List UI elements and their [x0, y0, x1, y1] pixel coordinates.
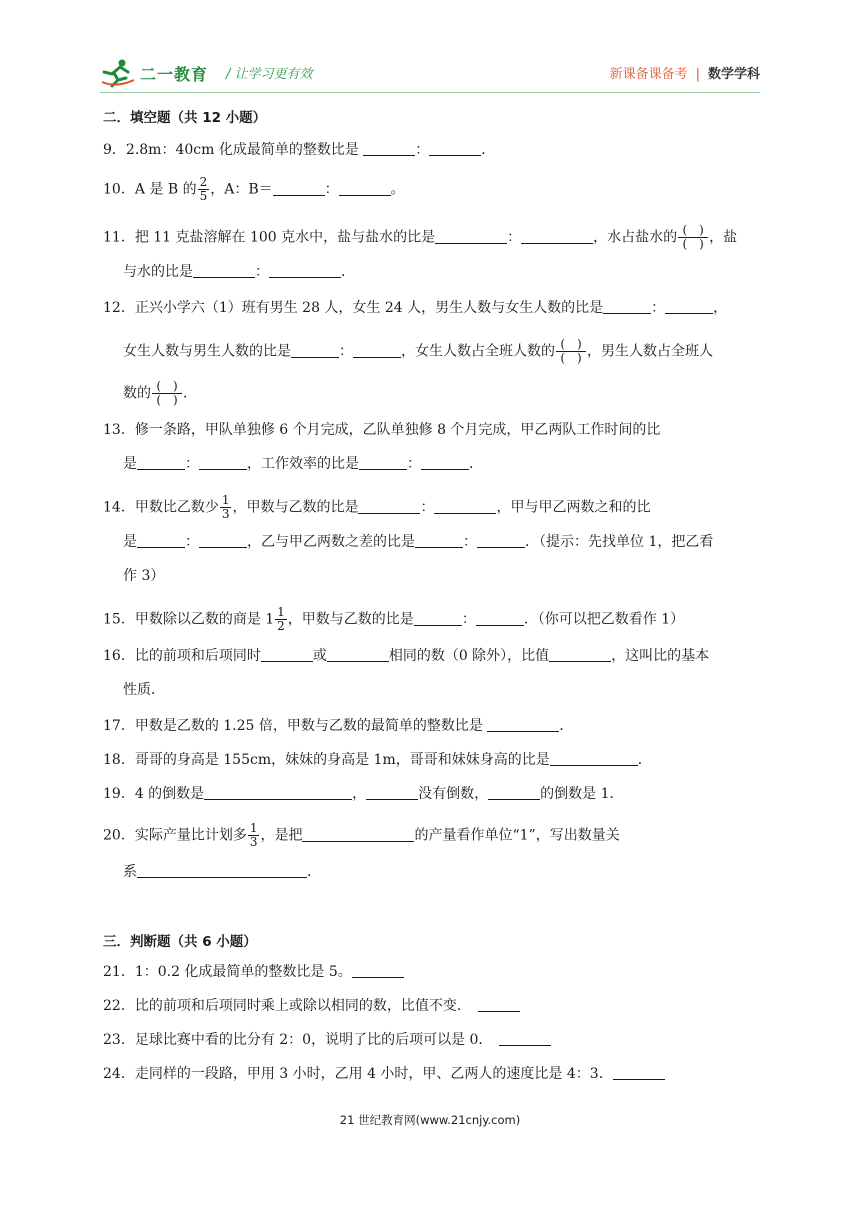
fraction-denominator: 5 [199, 189, 208, 203]
fraction-denominator: 3 [249, 835, 258, 849]
answer-blank[interactable] [199, 533, 247, 548]
question-11-line-2 [103, 262, 783, 282]
question-9 [103, 140, 763, 160]
q12-text-2: 女生人数与男生人数的比是 [123, 343, 291, 360]
q12-comma: ， [713, 300, 728, 316]
answer-blank[interactable] [435, 229, 507, 244]
header-right [610, 63, 760, 82]
question-22 [103, 996, 763, 1016]
answer-blank[interactable] [429, 141, 481, 156]
header-subject-label: 数学学科 [707, 67, 760, 82]
q17-end: ． [559, 718, 574, 734]
fraction-numerator: 1 [277, 605, 285, 619]
page-footer: 21 世纪教育网(www.21cnjy.com) [339, 1113, 521, 1127]
answer-blank[interactable] [366, 785, 418, 800]
fraction [220, 494, 232, 521]
q12-colon-2: ： [339, 343, 353, 360]
q9-colon: ： [415, 142, 430, 158]
q14-hint-end: 作 3） [123, 568, 165, 584]
q13-end: ． [469, 456, 483, 472]
q16-end: 性质． [123, 682, 165, 698]
question-15 [103, 606, 763, 633]
q14-colon-3: ： [463, 534, 477, 550]
fraction-numerator: 1 [249, 821, 258, 835]
answer-blank[interactable] [291, 343, 339, 358]
q14-text: 14．甲数比乙数少 [103, 499, 219, 516]
q19-text-2: 没有倒数， [418, 786, 489, 802]
question-19 [103, 784, 763, 804]
q11-colon-2: ： [255, 264, 269, 280]
q11-end: ． [341, 264, 355, 280]
q15-text: 15．甲数除以乙数的商是 1 [103, 611, 275, 628]
question-10 [103, 176, 763, 203]
q13-colon: ： [185, 456, 199, 472]
q15-text-2: ，甲数与乙数的比是 [287, 611, 414, 628]
answer-blank[interactable] [137, 455, 185, 470]
answer-blank[interactable] [665, 299, 713, 314]
answer-blank[interactable] [613, 1065, 665, 1080]
answer-blank[interactable] [359, 455, 407, 470]
slogan: / 让学习更有效 [226, 67, 313, 82]
section-title-fill-blank: 二．填空题（共 12 小题） [103, 110, 267, 126]
fraction-denominator: 3 [221, 507, 230, 521]
q14-colon: ： [420, 499, 435, 516]
answer-blank[interactable] [269, 263, 341, 278]
answer-blank[interactable] [499, 1031, 551, 1046]
question-18 [103, 750, 763, 770]
q13-text-2: 是 [123, 456, 137, 472]
question-12 [103, 298, 763, 318]
fraction-blank[interactable] [556, 338, 586, 365]
q10-end: 。 [390, 181, 405, 198]
q19-end: 的倒数是 1． [540, 786, 624, 802]
answer-blank[interactable] [434, 499, 496, 514]
q18-text: 18．哥哥的身高是 155cm，妹妹的身高是 1m，哥哥和妹妹身高的比是 [103, 752, 550, 768]
q14-colon-2: ： [185, 534, 199, 550]
answer-blank[interactable] [487, 717, 559, 732]
answer-blank[interactable] [302, 827, 414, 842]
answer-blank[interactable] [353, 343, 401, 358]
answer-blank[interactable] [273, 181, 325, 196]
answer-blank[interactable] [339, 181, 391, 196]
q12-text: 12．正兴小学六（1）班有男生 28 人，女生 24 人，男生人数与女生人数的比是 [103, 300, 604, 316]
answer-blank[interactable] [137, 863, 307, 878]
q20-text-3: 的产量看作单位“1”，写出数量关 [414, 827, 620, 844]
q12-colon: ： [651, 300, 666, 316]
answer-blank[interactable] [261, 647, 313, 662]
answer-blank[interactable] [415, 533, 463, 548]
question-12-line-2 [103, 338, 783, 365]
question-13-line-2 [103, 454, 783, 474]
q16-text-3: ，这叫比的基本 [611, 648, 710, 664]
q19-comma: ， [352, 786, 367, 802]
q18-end: ． [637, 752, 652, 768]
q11-colon: ： [507, 229, 522, 246]
q13-colon-2: ： [407, 456, 421, 472]
q14-text-2: ，甲数与乙数的比是 [232, 499, 359, 516]
answer-blank[interactable] [358, 499, 420, 514]
q14-hint: ．（提示：先找单位 1，把乙看 [525, 534, 714, 550]
q20-text-4: 系 [123, 864, 137, 880]
fraction-numerator: ( ) [556, 338, 586, 352]
q11-text-3: ，盐 [709, 229, 738, 246]
answer-blank[interactable] [521, 229, 593, 244]
brand-name: 二一教育 [140, 65, 209, 84]
question-14-line-2 [103, 532, 783, 552]
fraction [248, 822, 260, 849]
q13-text: 13．修一条路，甲队单独修 6 个月完成，乙队单独修 8 个月完成，甲乙两队工作时间的比 [103, 422, 661, 438]
question-20 [103, 822, 763, 849]
fraction-denominator: ( ) [682, 237, 704, 251]
q16-text-2: 相同的数（0 除外），比值 [388, 648, 550, 664]
q14-text-3: ，甲与甲乙两数之和的比 [496, 499, 651, 516]
question-16 [103, 646, 763, 666]
q12-end: ． [183, 385, 197, 402]
question-21 [103, 962, 763, 982]
fraction-denominator: ( ) [560, 351, 582, 365]
q10-text-2: ，A：B＝ [210, 181, 273, 198]
header-divider [100, 92, 760, 93]
runner-logo-icon [100, 58, 136, 92]
fraction-blank[interactable] [678, 224, 708, 251]
question-14-line-3 [103, 566, 783, 586]
q13-text-3: ，工作效率的比是 [247, 456, 359, 472]
q11-text: 11．把 11 克盐溶解在 100 克水中，盐与盐水的比是 [103, 229, 436, 246]
q10-colon: ： [324, 181, 339, 198]
q11-text-2: ，水占盐水的 [593, 229, 678, 246]
fraction-numerator: ( ) [152, 380, 182, 394]
header-separator: | [695, 67, 700, 82]
q14-text-4: 是 [123, 534, 137, 550]
fraction-blank[interactable] [152, 380, 182, 407]
q16-or: 或 [312, 648, 327, 664]
fraction-numerator: 2 [199, 175, 208, 189]
answer-blank[interactable] [550, 751, 638, 766]
question-16-line-2 [103, 680, 783, 700]
header-course-label: 新课备课备考 [609, 67, 688, 82]
answer-blank[interactable] [199, 455, 247, 470]
question-11 [103, 224, 763, 251]
q15-colon: ： [461, 611, 476, 628]
fraction [275, 606, 287, 633]
section-title-true-false: 三．判断题（共 6 小题） [103, 934, 257, 950]
answer-blank[interactable] [549, 647, 611, 662]
answer-blank[interactable] [414, 611, 462, 626]
question-12-line-3 [103, 380, 783, 407]
q12-text-5: 数的 [123, 385, 151, 402]
answer-blank[interactable] [363, 141, 415, 156]
q9-end: ． [481, 142, 496, 158]
q14-text-5: ，乙与甲乙两数之差的比是 [247, 534, 415, 550]
question-14 [103, 494, 763, 521]
q20-text: 20．实际产量比计划多 [103, 827, 247, 844]
answer-blank[interactable] [137, 533, 185, 548]
answer-blank[interactable] [421, 455, 469, 470]
question-23 [103, 1030, 763, 1050]
q24-text: 24．走同样的一段路，甲用 3 小时，乙用 4 小时，甲、乙两人的速度比是 4：3． [103, 1066, 613, 1082]
q9-text: 9．2.8m：40cm 化成最简单的整数比是 [103, 142, 364, 158]
answer-blank[interactable] [476, 611, 524, 626]
question-13 [103, 420, 763, 440]
q16-text: 16．比的前项和后项同时 [103, 648, 261, 664]
q20-text-2: ，是把 [260, 827, 303, 844]
q15-hint: ．（你可以把乙数看作 1） [523, 611, 685, 628]
answer-blank[interactable] [204, 785, 352, 800]
answer-blank[interactable] [352, 963, 404, 978]
page-header [100, 56, 760, 92]
fraction-numerator: 1 [221, 493, 230, 507]
question-24 [103, 1064, 763, 1084]
answer-blank[interactable] [193, 263, 255, 278]
answer-blank[interactable] [603, 299, 651, 314]
q12-text-4: ，男生人数占全班人 [587, 343, 713, 360]
q11-text-4: 与水的比是 [123, 264, 193, 280]
fraction-denominator: ( ) [156, 393, 178, 407]
q22-text: 22．比的前项和后项同时乘上或除以相同的数，比值不变． [103, 998, 464, 1014]
answer-blank[interactable] [477, 533, 525, 548]
q23-text: 23．足球比赛中看的比分有 2：0，说明了比的后项可以是 0． [103, 1032, 486, 1048]
fraction [198, 176, 210, 203]
answer-blank[interactable] [488, 785, 540, 800]
question-17 [103, 716, 763, 736]
fraction-numerator: ( ) [678, 224, 708, 238]
q17-text: 17．甲数是乙数的 1.25 倍，甲数与乙数的最简单的整数比是 [103, 718, 488, 734]
answer-blank[interactable] [478, 997, 520, 1012]
q12-text-3: ，女生人数占全班人数的 [401, 343, 555, 360]
answer-blank[interactable] [327, 647, 389, 662]
q10-text: 10．A 是 B 的 [103, 181, 197, 198]
q19-text: 19．4 的倒数是 [103, 786, 205, 802]
fraction-denominator: 2 [277, 619, 285, 633]
q21-text: 21．1：0.2 化成最简单的整数比是 5。 [103, 964, 352, 980]
question-20-line-2 [103, 862, 783, 882]
q20-end: ． [307, 864, 321, 880]
